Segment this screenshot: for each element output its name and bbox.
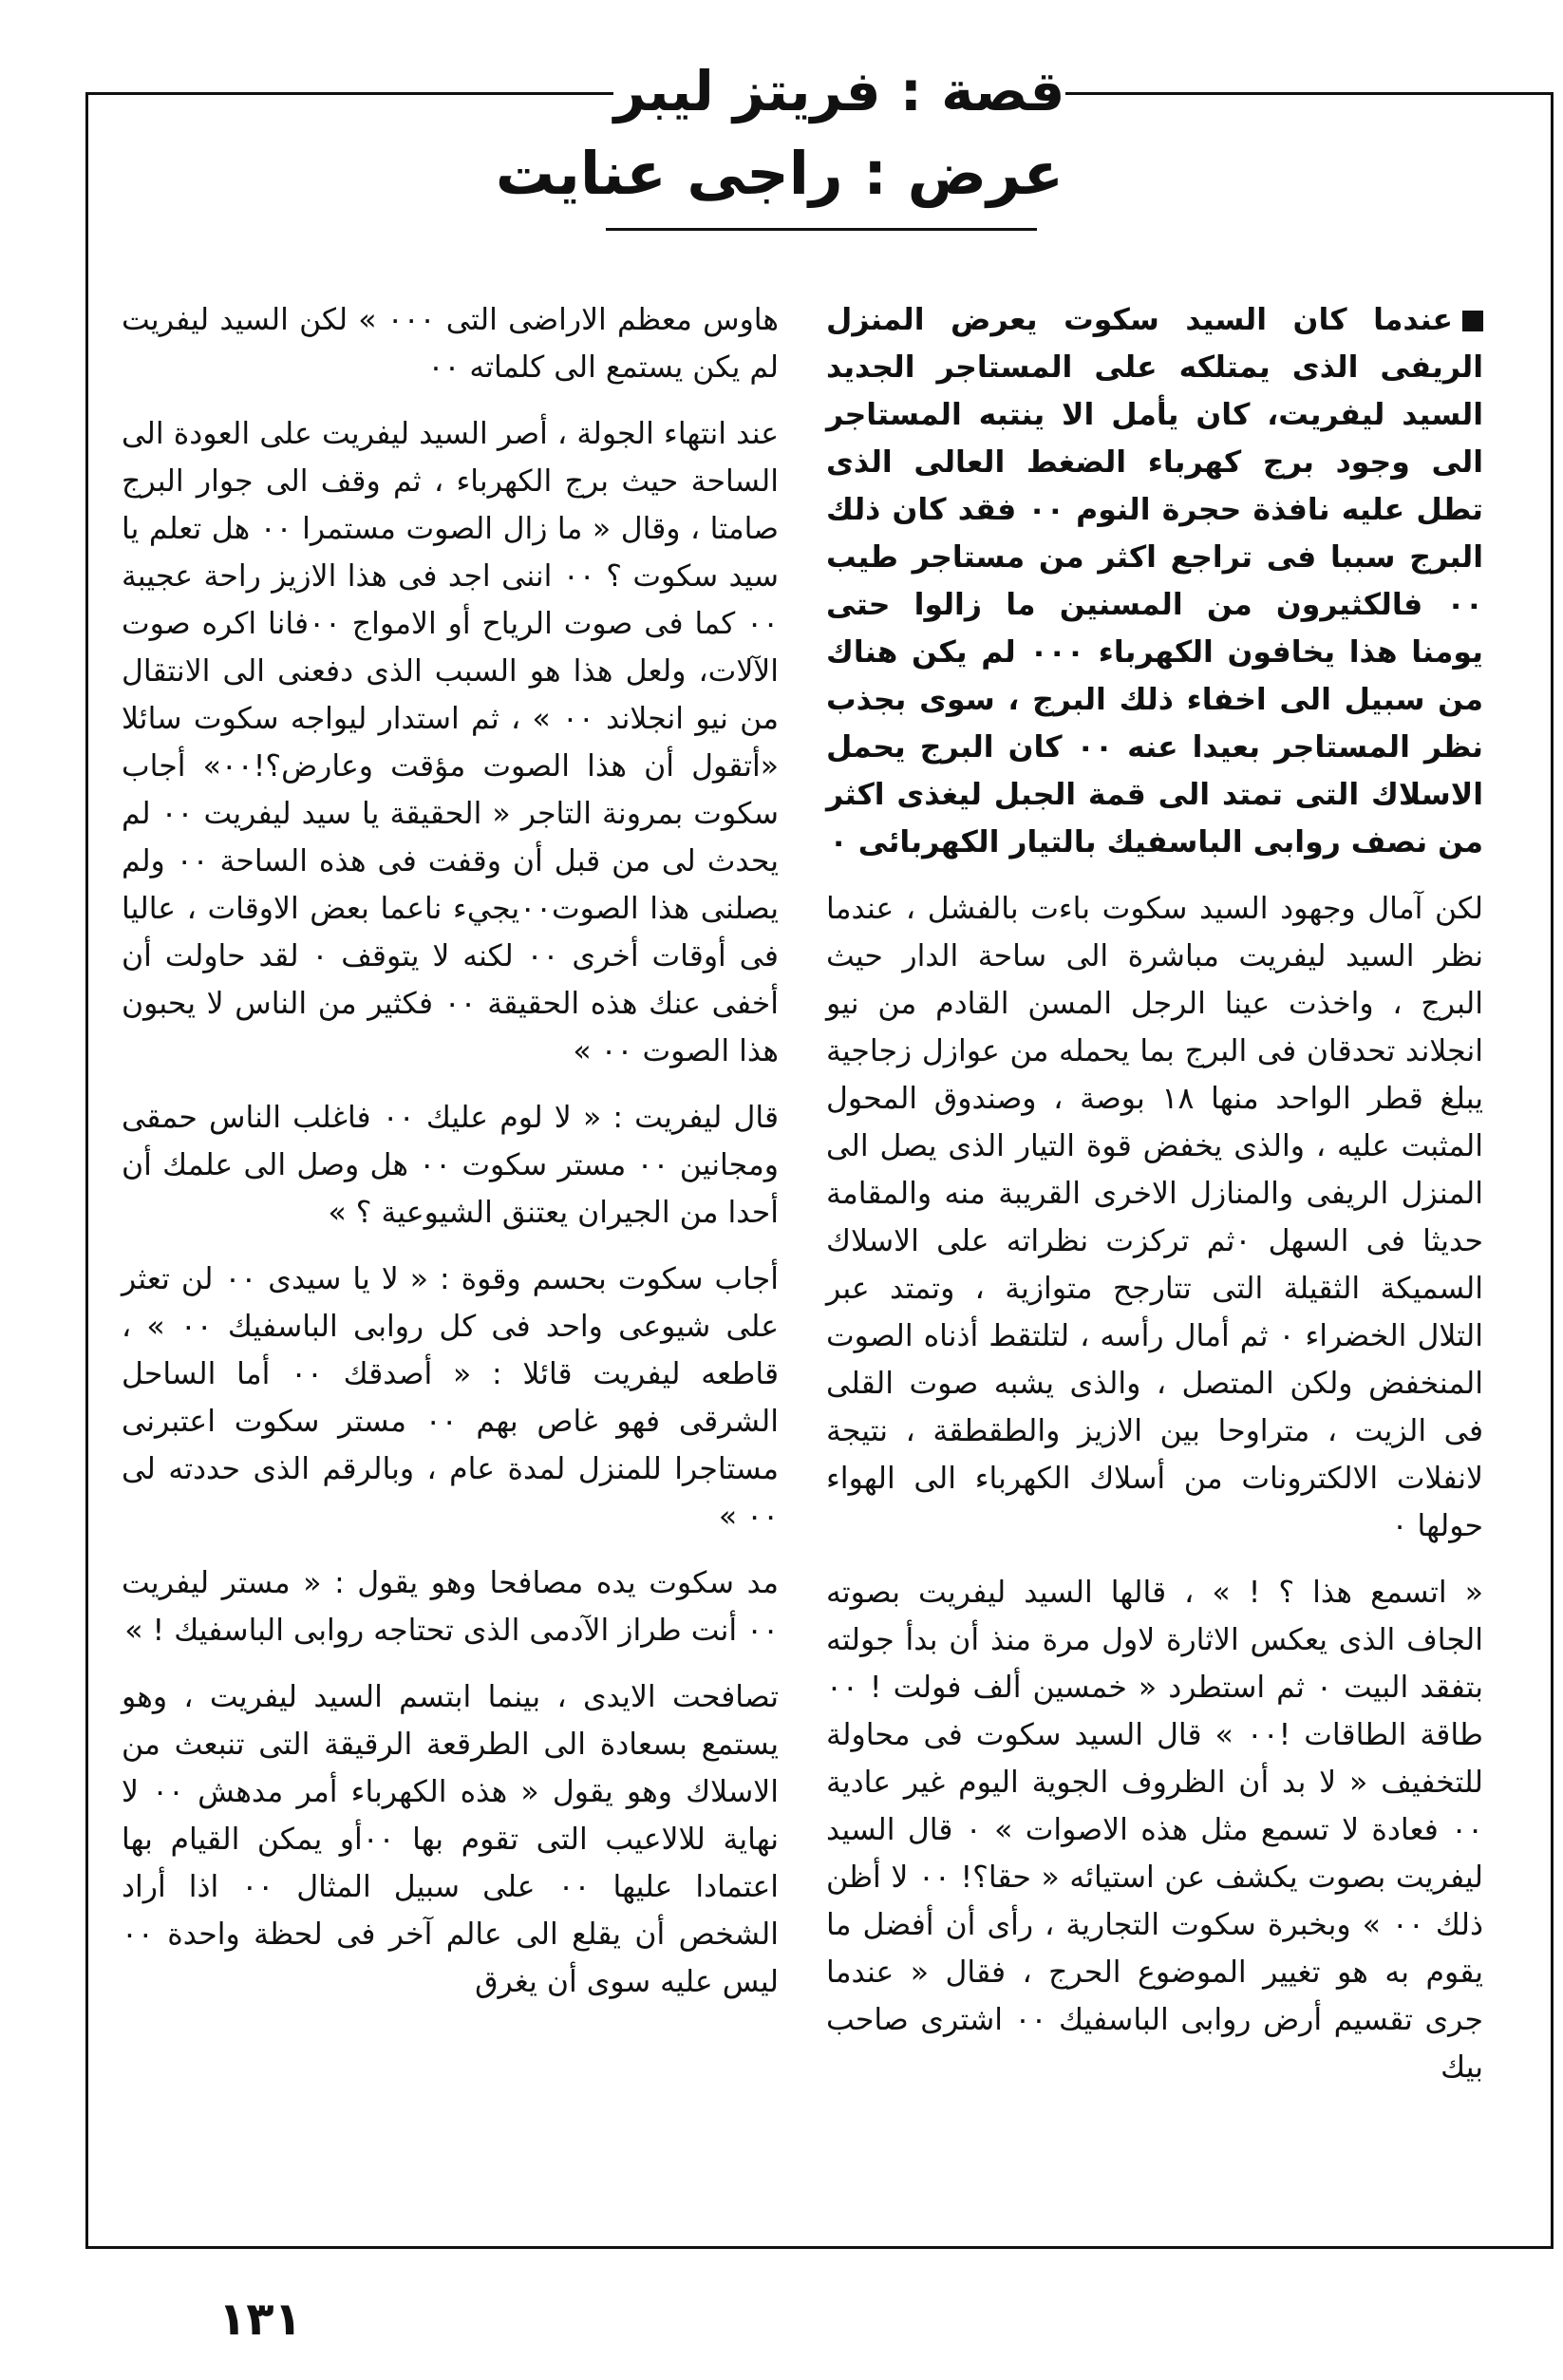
paragraph: أجاب سكوت بحسم وقوة : « لا يا سيدى ٠٠ لن تعثر على شيوعى واحد فى كل روابى الباسفيك ٠٠ » ، قاطعه ليفريت قائلا : « أصدقك ٠٠ أما الساحل الشرقى فهو غاص بهم ٠٠ مستر سكوت اعتبرنى مستاجرا للمنزل لمدة عام ، وبالرقم الذى حددته لى ٠٠ » — [122, 1262, 780, 1534]
paragraph: « اتسمع هذا ؟ ! » ، قالها السيد ليفريت بصوته الجاف الذى يعكس الاثارة لاول مرة منذ أن بدأ جولته بتفقد البيت ٠ ثم استطرد « خمسين ألف فولت ! ٠٠ طاقة الطاقات !٠٠ » قال السيد سكوت فى محاولة للتخفيف « لا بد أن الظروف الجوية اليوم غير عادية ٠٠ فعادة لا تسمع مثل هذه الاصوات » ٠ قال السيد ليفريت بصوت يكشف عن استيائه « حقا؟! ٠٠ لا أظن ذلك ٠٠ » وبخبرة سكوت التجارية ، رأى أن أفضل ما يقوم به هو تغيير الموضوع الحرج ، فقال « عندما جرى تقسيم أرض روابى الباسفيك ٠٠ اشترى صاحب بيك — [826, 1576, 1484, 2085]
left-column — [122, 296, 779, 2025]
paragraph: هاوس معظم الاراضى التى ٠٠٠ » لكن السيد ليفريت لم يكن يستمع الى كلماته ٠٠ — [122, 303, 780, 385]
paragraph-text: عندما كان السيد سكوت يعرض المنزل الريفى الذى يمتلكه على المستاجر الجديد السيد ليفريت، كان يأمل الا ينتبه المستاجر الى وجود برج كهرباء الضغط العالى الذى تطل عليه نافذة حجرة النوم ٠٠ فقد كان ذلك البرج سببا فى تراجع اكثر من مستاجر طيب ٠٠ فالكثيرون من المسنين ما زالوا حتى يومنا هذا يخافون الكهرباء ٠٠٠ لم يكن هناك من سبيل الى اخفاء ذلك البرج ، سوى بجذب نظر المستاجر بعيدا عنه ٠٠ كان البرج يحمل الاسلاك التى تمتد الى قمة الجبل ليغذى اكثر من نصف روابى الباسفيك بالتيار الكهربائى ٠ — [826, 303, 1483, 859]
story-title: قصة : فريتز ليبر — [613, 59, 1065, 123]
story-subtitle: عرض : راجى عنايت — [495, 139, 1064, 208]
paragraph: عند انتهاء الجولة ، أصر السيد ليفريت على العودة الى الساحة حيث برج الكهرباء ، ثم وقف الى جوار البرج صامتا ، وقال « ما زال الصوت مستمرا ٠٠ هل تعلم يا سيد سكوت ؟ ٠٠ اننى اجد فى هذا الازيز راحة عجيبة ٠٠ كما فى صوت الرياح أو الامواج ٠٠فانا اكره صوت الآلات، ولعل هذا هو السبب الذى دفعنى الى الانتقال من نيو انجلاند ٠٠ » ، ثم استدار ليواجه سكوت سائلا «أتقول أن هذا الصوت مؤقت وعارض؟!٠٠» أجاب سكوت بمرونة التاجر « الحقيقة يا سيد ليفريت ٠٠ لم يحدث لى من قبل أن وقفت فى هذه الساحة ٠٠ ولم يصلنى هذا الصوت٠٠يجيء ناعما بعض الاوقات ، عاليا فى أوقات أخرى ٠٠ لكنه لا يتوقف ٠ لقد حاولت أن أخفى عنك هذه الحقيقة ٠٠ فكثير من الناس لا يحبون هذا الصوت ٠٠ » — [122, 417, 780, 1068]
paragraph: تصافحت الايدى ، بينما ابتسم السيد ليفريت ، وهو يستمع بسعادة الى الطرقعة الرقيقة التى تنبعث من الاسلاك وهو يقول « هذه الكهرباء أمر مدهش ٠٠ لا نهاية للالاعيب التى تقوم بها ٠٠أو يمكن القيام بها اعتمادا عليها ٠٠ على سبيل المثال ٠٠ اذا أراد الشخص أن يقلع الى عالم آخر فى لحظة واحدة ٠٠ ليس عليه سوى أن يغرق — [122, 1680, 780, 1999]
paragraph: لكن آمال وجهود السيد سكوت باءت بالفشل ، عندما نظر السيد ليفريت مباشرة الى ساحة الدار حيث البرج ، واخذت عينا الرجل المسن القادم من نيو انجلاند تحدقان فى البرج بما يحمله من عوازل زجاجية يبلغ قطر الواحد منها ١٨ بوصة ، وصندوق المحول المثبت عليه ، والذى يخفض قوة التيار الذى يصل الى المنزل الريفى والمنازل الاخرى القريبة منه والمقامة حديثا فى السهل ٠ثم تركزت نظراته على الاسلاك السميكة الثقيلة التى تتارجح متوازية ، وتمتد عبر التلال الخضراء ٠ ثم أمال رأسه ، لتلتقط أذناه الصوت المنخفض ولكن المتصل ، والذى يشبه صوت القلى فى الزيت ، متراوحا بين الازيز والطقطقة ، نتيجة لانفلات الالكترونات من أسلاك الكهرباء الى الهواء حولها ٠ — [826, 892, 1483, 1543]
paragraph: قال ليفريت : « لا لوم عليك ٠٠ فاغلب الناس حمقى ومجانين ٠٠ مستر سكوت ٠٠ هل وصل الى علمك أن أحدا من الجيران يعتنق الشيوعية ؟ » — [122, 1101, 780, 1230]
paragraph: مد سكوت يده مصافحا وهو يقول : « مستر ليفريت ٠٠ أنت طراز الآدمى الذى تحتاجه روابى الباسفيك ! » — [122, 1566, 779, 1648]
paragraph — [826, 296, 1483, 866]
square-bullet-icon — [1462, 311, 1483, 331]
page-number: ١٣١ — [218, 2293, 302, 2346]
subtitle-rule — [606, 228, 1037, 231]
right-column — [826, 296, 1483, 2110]
